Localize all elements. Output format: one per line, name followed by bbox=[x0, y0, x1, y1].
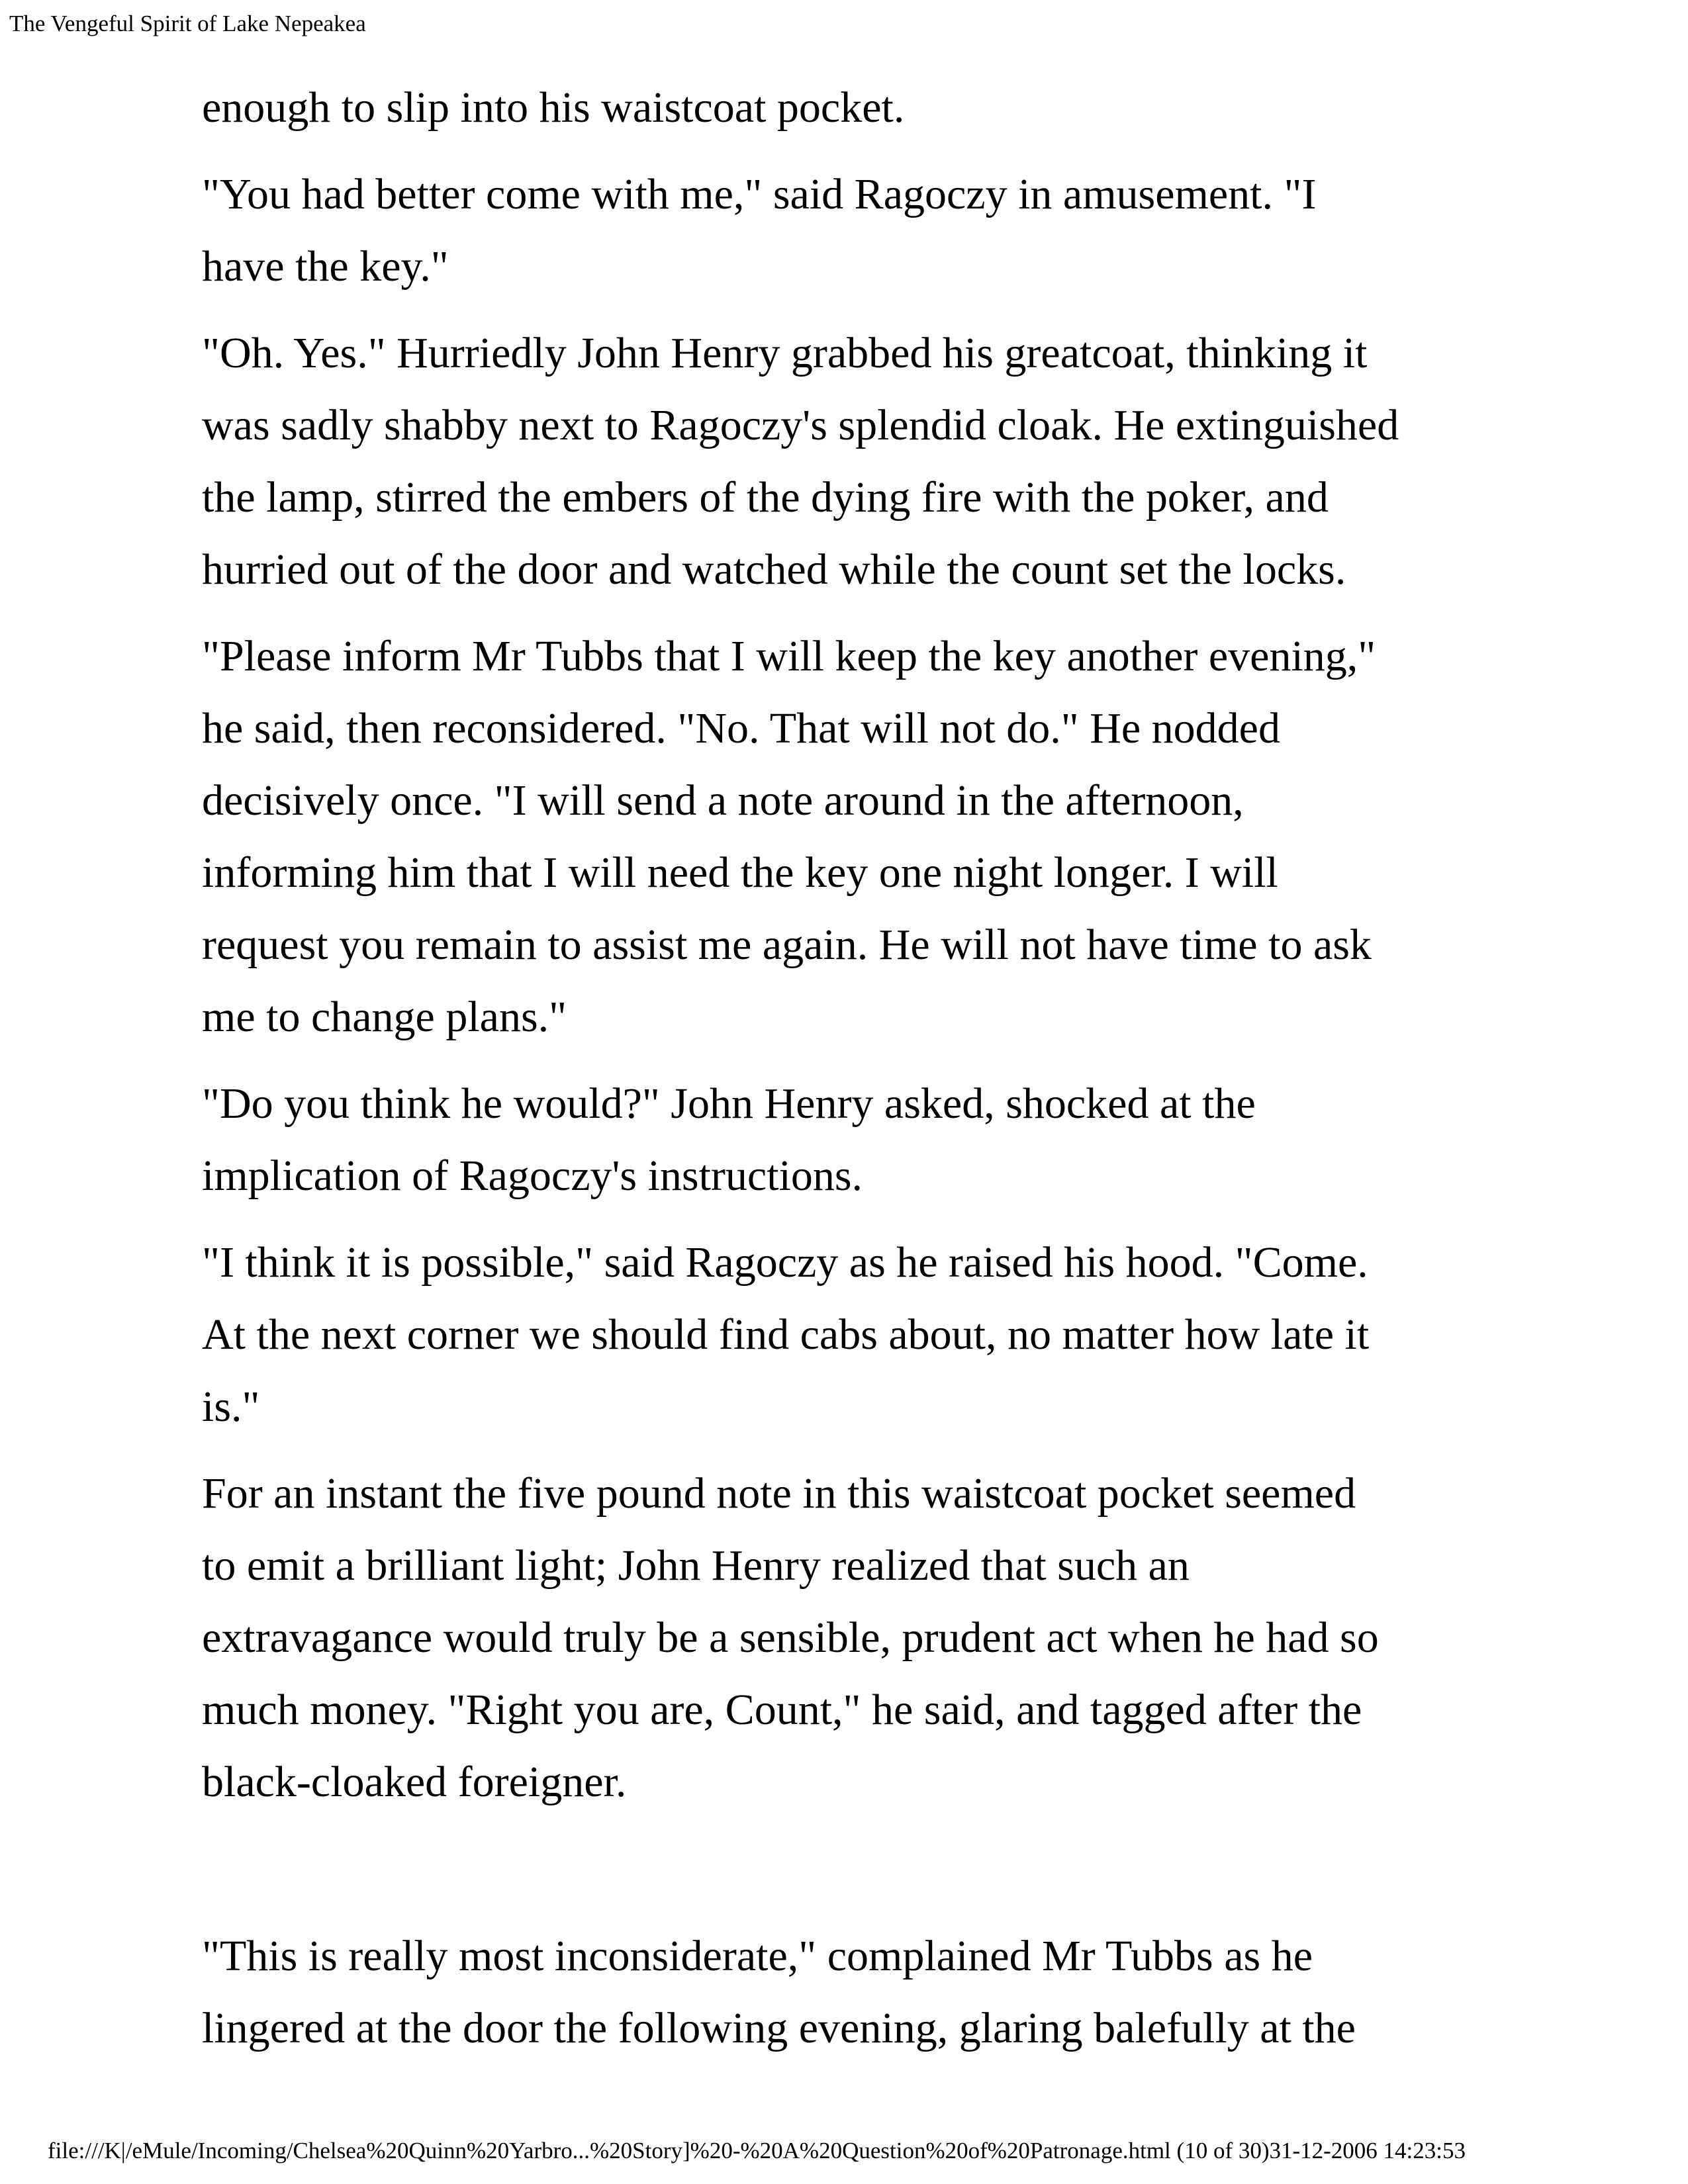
text-line: informing him that I will need the key one night longer. I will bbox=[202, 848, 1278, 897]
text-line: hurried out of the door and watched while the count set the locks. bbox=[202, 545, 1346, 594]
text-line: For an instant the five pound note in this waistcoat pocket seemed bbox=[202, 1469, 1356, 1518]
text-line: implication of Ragoczy's instructions. bbox=[202, 1152, 863, 1200]
paragraph bbox=[202, 71, 1526, 144]
section-break bbox=[202, 1833, 1526, 1920]
text-line: is." bbox=[202, 1383, 260, 1431]
text-line: At the next corner we should find cabs about, no matter how late it bbox=[202, 1310, 1370, 1359]
paragraph bbox=[202, 1920, 1526, 2064]
page-header-title: The Vengeful Spirit of Lake Nepeakea bbox=[9, 11, 366, 36]
paragraph bbox=[202, 1457, 1526, 1818]
text-line: request you remain to assist me again. He will not have time to ask bbox=[202, 921, 1372, 969]
text-line: "Please inform Mr Tubbs that I will keep the key another evening," bbox=[202, 632, 1376, 680]
text-line: much money. "Right you are, Count," he said, and tagged after the bbox=[202, 1686, 1362, 1734]
paragraph bbox=[202, 1226, 1526, 1443]
page-footer-url: file:///K|/eMule/Incoming/Chelsea%20Quinn%20Yarbro...%20Story]%20-%20A%20Question%20of%20Patronage.html (10 of 30)31-12-2006 14:23:53 bbox=[48, 2138, 1466, 2163]
text-line: have the key." bbox=[202, 242, 449, 291]
text-line: enough to slip into his waistcoat pocket. bbox=[202, 83, 905, 132]
text-line: "You had better come with me," said Ragoczy in amusement. "I bbox=[202, 170, 1317, 218]
text-line: "Do you think he would?" John Henry asked, shocked at the bbox=[202, 1079, 1256, 1128]
text-line: "This is really most inconsiderate," complained Mr Tubbs as he bbox=[202, 1932, 1313, 1980]
paragraph bbox=[202, 1068, 1526, 1212]
text-line: black-cloaked foreigner. bbox=[202, 1758, 627, 1806]
text-line: extravagance would truly be a sensible, prudent act when he had so bbox=[202, 1614, 1379, 1662]
text-line: was sadly shabby next to Ragoczy's splendid cloak. He extinguished bbox=[202, 401, 1399, 449]
text-line: lingered at the door the following evening, glaring balefully at the bbox=[202, 2004, 1356, 2052]
text-line: "I think it is possible," said Ragoczy as he raised his hood. "Come. bbox=[202, 1238, 1368, 1287]
text-line: to emit a brilliant light; John Henry realized that such an bbox=[202, 1541, 1190, 1590]
paragraph bbox=[202, 158, 1526, 302]
text-line: me to change plans." bbox=[202, 993, 567, 1041]
text-line: he said, then reconsidered. "No. That will not do." He nodded bbox=[202, 704, 1280, 752]
text-line: the lamp, stirred the embers of the dying fire with the poker, and bbox=[202, 473, 1329, 522]
text-line: "Oh. Yes." Hurriedly John Henry grabbed his greatcoat, thinking it bbox=[202, 329, 1368, 377]
paragraph bbox=[202, 317, 1526, 606]
text-line: decisively once. "I will send a note around in the afternoon, bbox=[202, 776, 1244, 825]
story-text bbox=[202, 71, 1526, 2079]
paragraph bbox=[202, 620, 1526, 1053]
